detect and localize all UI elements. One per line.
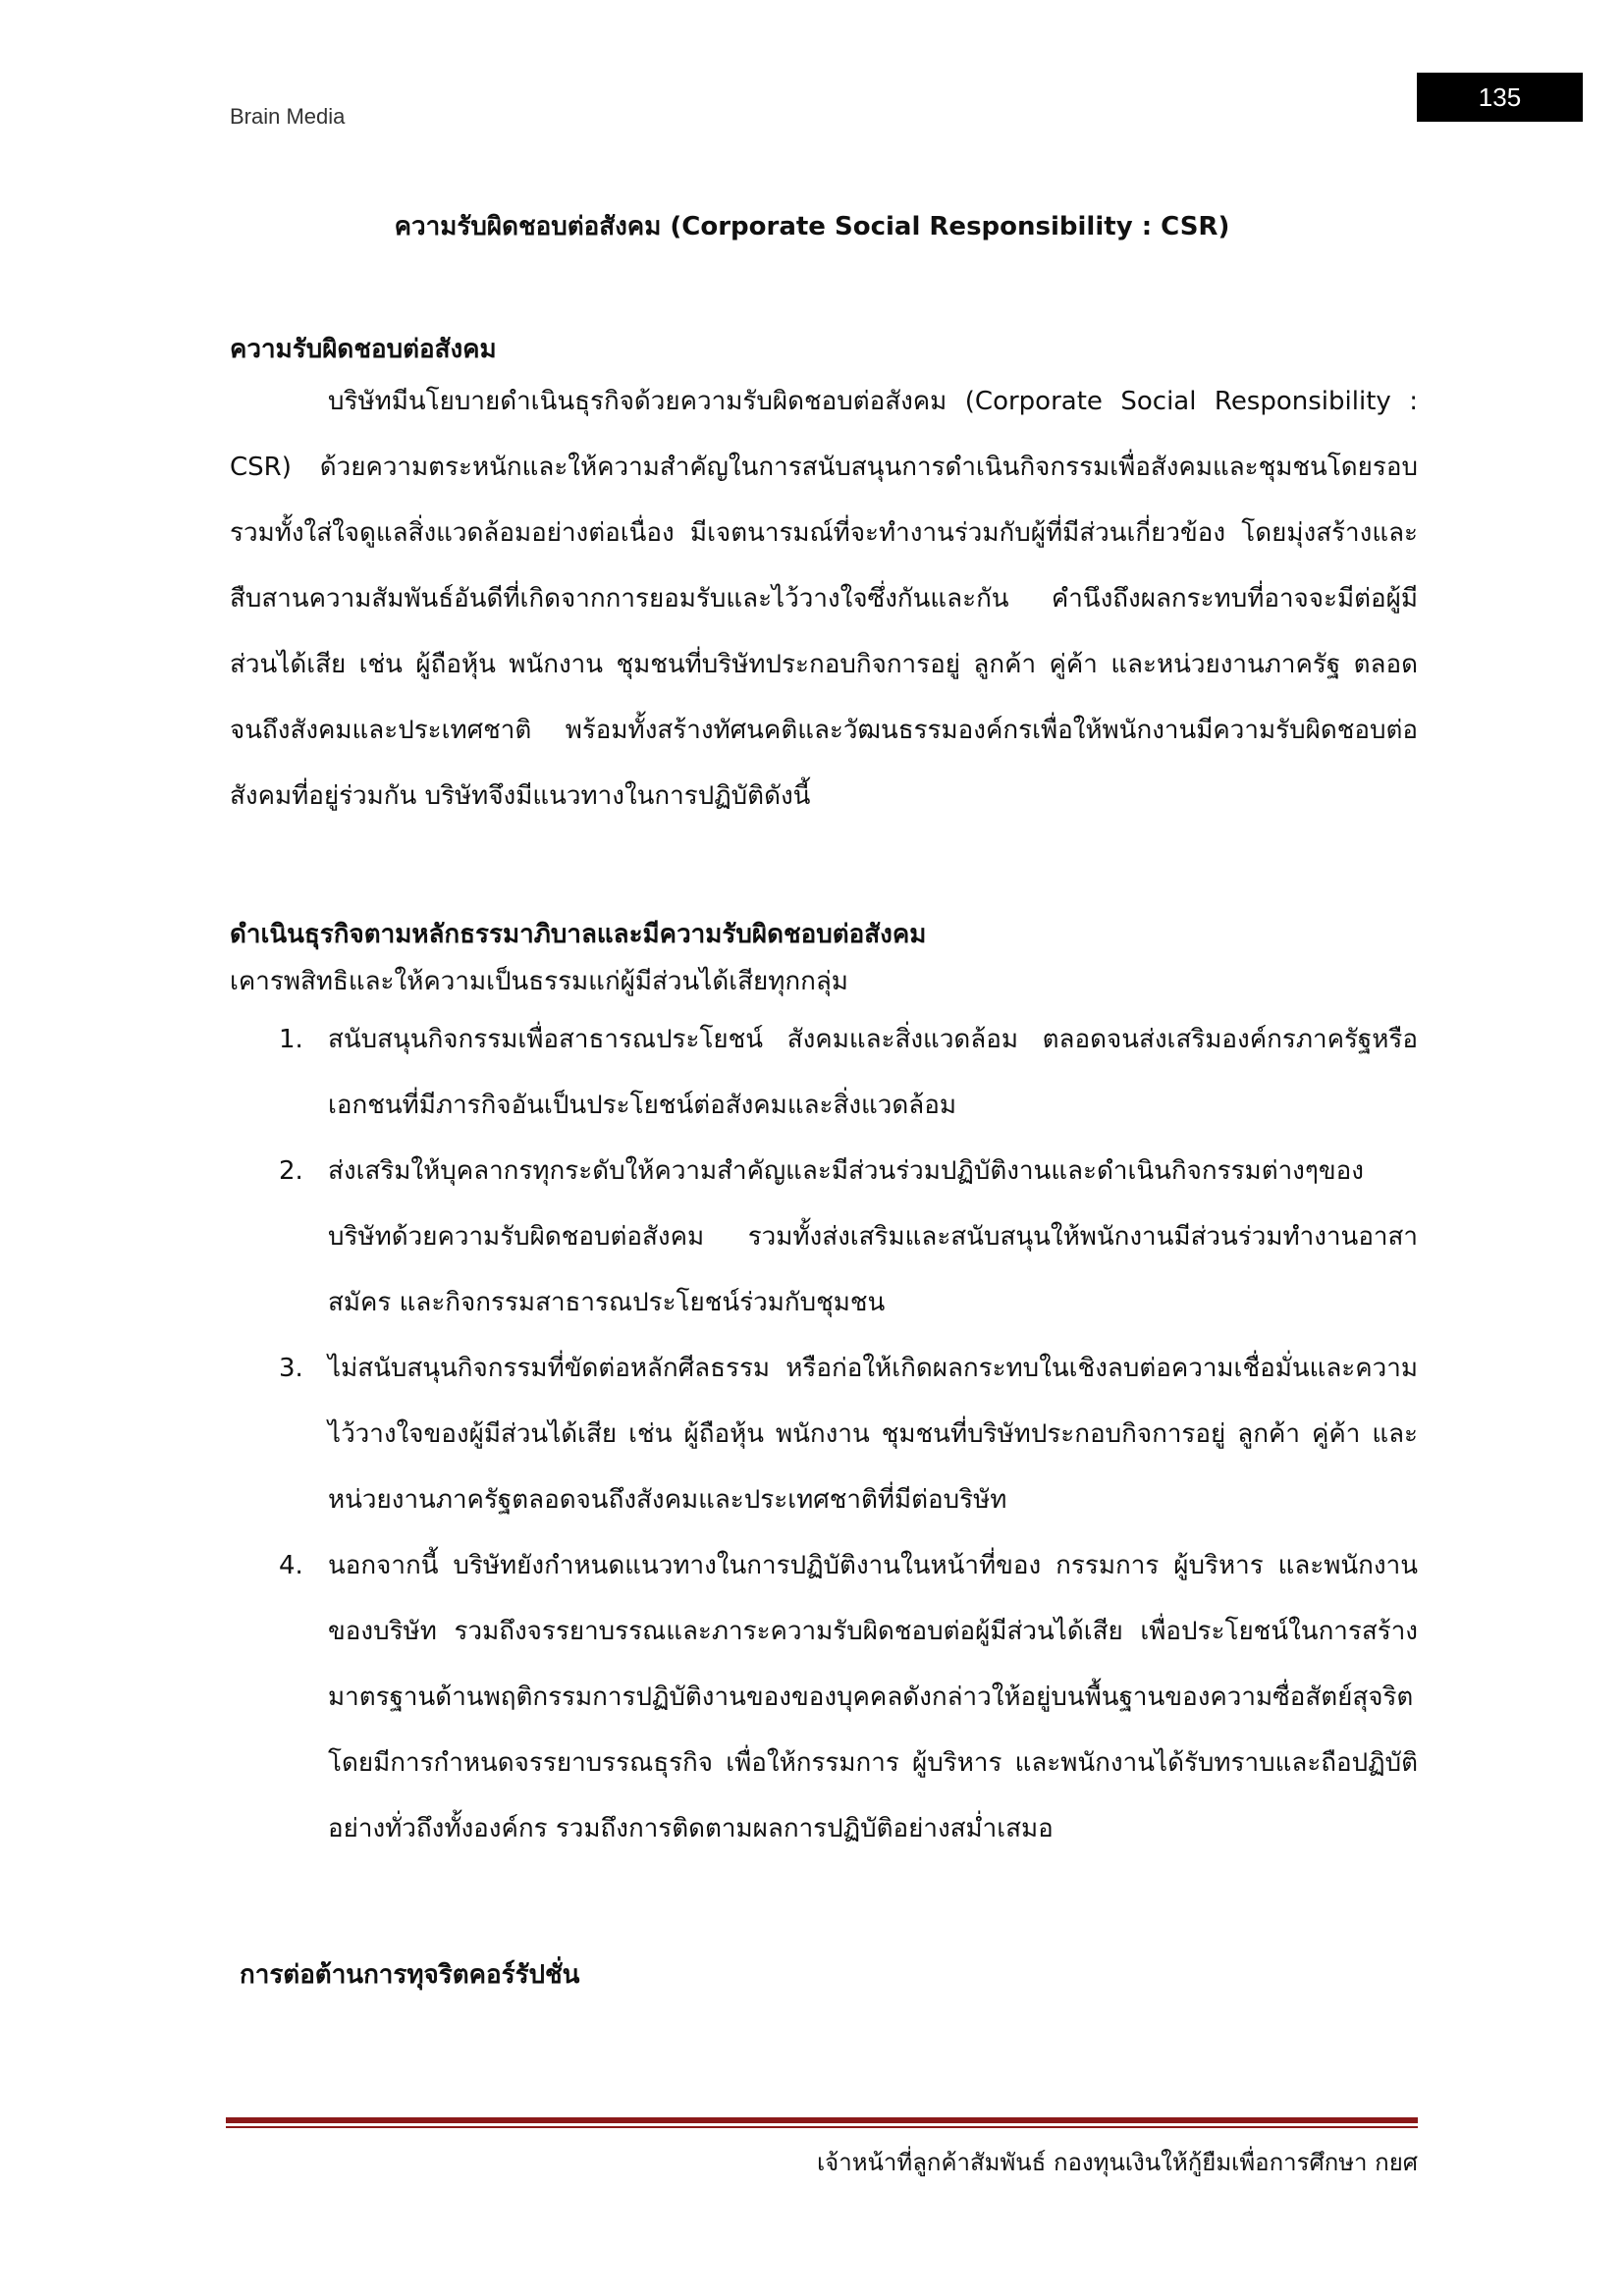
footer-text: เจ้าหน้าที่ลูกค้าสัมพันธ์ กองทุนเงินให้กู้ยืมเพื่อการศึกษา กยศ [816, 2149, 1418, 2176]
list-item-number: 4. [279, 1551, 303, 1580]
list-item [230, 1336, 1418, 1533]
footer-divider-thick [226, 2117, 1418, 2123]
section-governance [230, 915, 1418, 1862]
section-heading-governance: ดำเนินธุรกิจตามหลักธรรมาภิบาลและมีความรับผิดชอบต่อสังคม [230, 920, 927, 949]
section-lead-governance: เคารพสิทธิและให้ความเป็นธรรมแก่ผู้มีส่วนได้เสียทุกกลุ่ม [230, 967, 848, 996]
publisher-name: Brain Media [230, 104, 346, 129]
list-item [230, 1007, 1418, 1139]
list-item-number: 3. [279, 1354, 303, 1383]
list-item-text: ส่งเสริมให้บุคลากรทุกระดับให้ความสำคัญและมีส่วนร่วมปฏิบัติงานและดำเนินกิจกรรมต่างๆของบริษัทด้วยความรับผิดชอบต่อสังคม รวมทั้งส่งเสริมและสนับสนุนให้พนักงานมีส่วนร่วมทำงานอาสาสมัคร และกิจกรรมสาธารณประโยชน์ร่วมกับชุมชน [328, 1156, 1418, 1317]
list-item-text: นอกจากนี้ บริษัทยังกำหนดแนวทางในการปฏิบัติงานในหน้าที่ของ กรรมการ ผู้บริหาร และพนักงานของบริษัท รวมถึงจรรยาบรรณและภาระความรับผิดชอบต่อผู้มีส่วนได้เสีย เพื่อประโยชน์ในการสร้างมาตรฐานด้านพฤติกรรมการปฏิบัติงานของของบุคคลดังกล่าวให้อยู่บนพื้นฐานของความซื่อสัตย์สุจริต โดยมีการกำหนดจรรยาบรรณธุรกิจ เพื่อให้กรรมการ ผู้บริหาร และพนักงานได้รับทราบและถือปฏิบัติอย่างทั่วถึงทั้งองค์กร รวมถึงการติดตามผลการปฏิบัติอย่างสม่ำเสมอ [328, 1551, 1418, 1843]
list-item-text: ไม่สนับสนุนกิจกรรมที่ขัดต่อหลักศีลธรรม หรือก่อให้เกิดผลกระทบในเชิงลบต่อความเชื่อมั่นและความไว้วางใจของผู้มีส่วนได้เสีย เช่น ผู้ถือหุ้น พนักงาน ชุมชนที่บริษัทประกอบกิจการอยู่ ลูกค้า คู่ค้า และหน่วยงานภาครัฐตลอดจนถึงสังคมและประเทศชาติที่มีต่อบริษัท [328, 1354, 1418, 1515]
section-csr [230, 330, 1418, 829]
section-anti-corruption [240, 1955, 1428, 1995]
section-heading-csr: ความรับผิดชอบต่อสังคม [230, 335, 497, 364]
list-item [230, 1533, 1418, 1862]
list-item-number: 1. [279, 1025, 303, 1054]
governance-list [230, 1007, 1418, 1862]
section-heading-anti-corruption: การต่อต้านการทุจริตคอร์รัปชั่น [240, 1960, 580, 1990]
list-item [230, 1139, 1418, 1336]
list-item-text: สนับสนุนกิจกรรมเพื่อสาธารณประโยชน์ สังคมและสิ่งแวดล้อม ตลอดจนส่งเสริมองค์กรภาครัฐหรือเอกชนที่มีภารกิจอันเป็นประโยชน์ต่อสังคมและสิ่งแวดล้อม [328, 1025, 1418, 1120]
page-number-badge [1417, 73, 1583, 122]
list-item-number: 2. [279, 1156, 303, 1186]
section-paragraph-csr: บริษัทมีนโยบายดำเนินธุรกิจด้วยความรับผิดชอบต่อสังคม (Corporate Social Responsibility : CSR) ด้วยความตระหนักและให้ความสำคัญในการสนับสนุนการดำเนินกิจกรรมเพื่อสังคมและชุมชนโดยรอบ รวมทั้งใส่ใจดูแลสิ่งแวดล้อมอย่างต่อเนื่อง มีเจตนารมณ์ที่จะทำงานร่วมกับผู้ที่มีส่วนเกี่ยวข้อง โดยมุ่งสร้างและสืบสานความสัมพันธ์อันดีที่เกิดจากการยอมรับและไว้วางใจซึ่งกันและกัน คำนึงถึงผลกระทบที่อาจจะมีต่อผู้มีส่วนได้เสีย เช่น ผู้ถือหุ้น พนักงาน ชุมชนที่บริษัทประกอบกิจการอยู่ ลูกค้า คู่ค้า และหน่วยงานภาครัฐ ตลอดจนถึงสังคมและประเทศชาติ พร้อมทั้งสร้างทัศนคติและวัฒนธรรมองค์กรเพื่อให้พนักงานมีความรับผิดชอบต่อสังคมที่อยู่ร่วมกัน บริษัทจึงมีแนวทางในการปฏิบัติดังนี้ [230, 387, 1418, 811]
footer-divider-thin [226, 2126, 1418, 2128]
page-number: 135 [1478, 81, 1522, 112]
page-title: ความรับผิดชอบต่อสังคม (Corporate Social Responsibility : CSR) [394, 212, 1230, 241]
